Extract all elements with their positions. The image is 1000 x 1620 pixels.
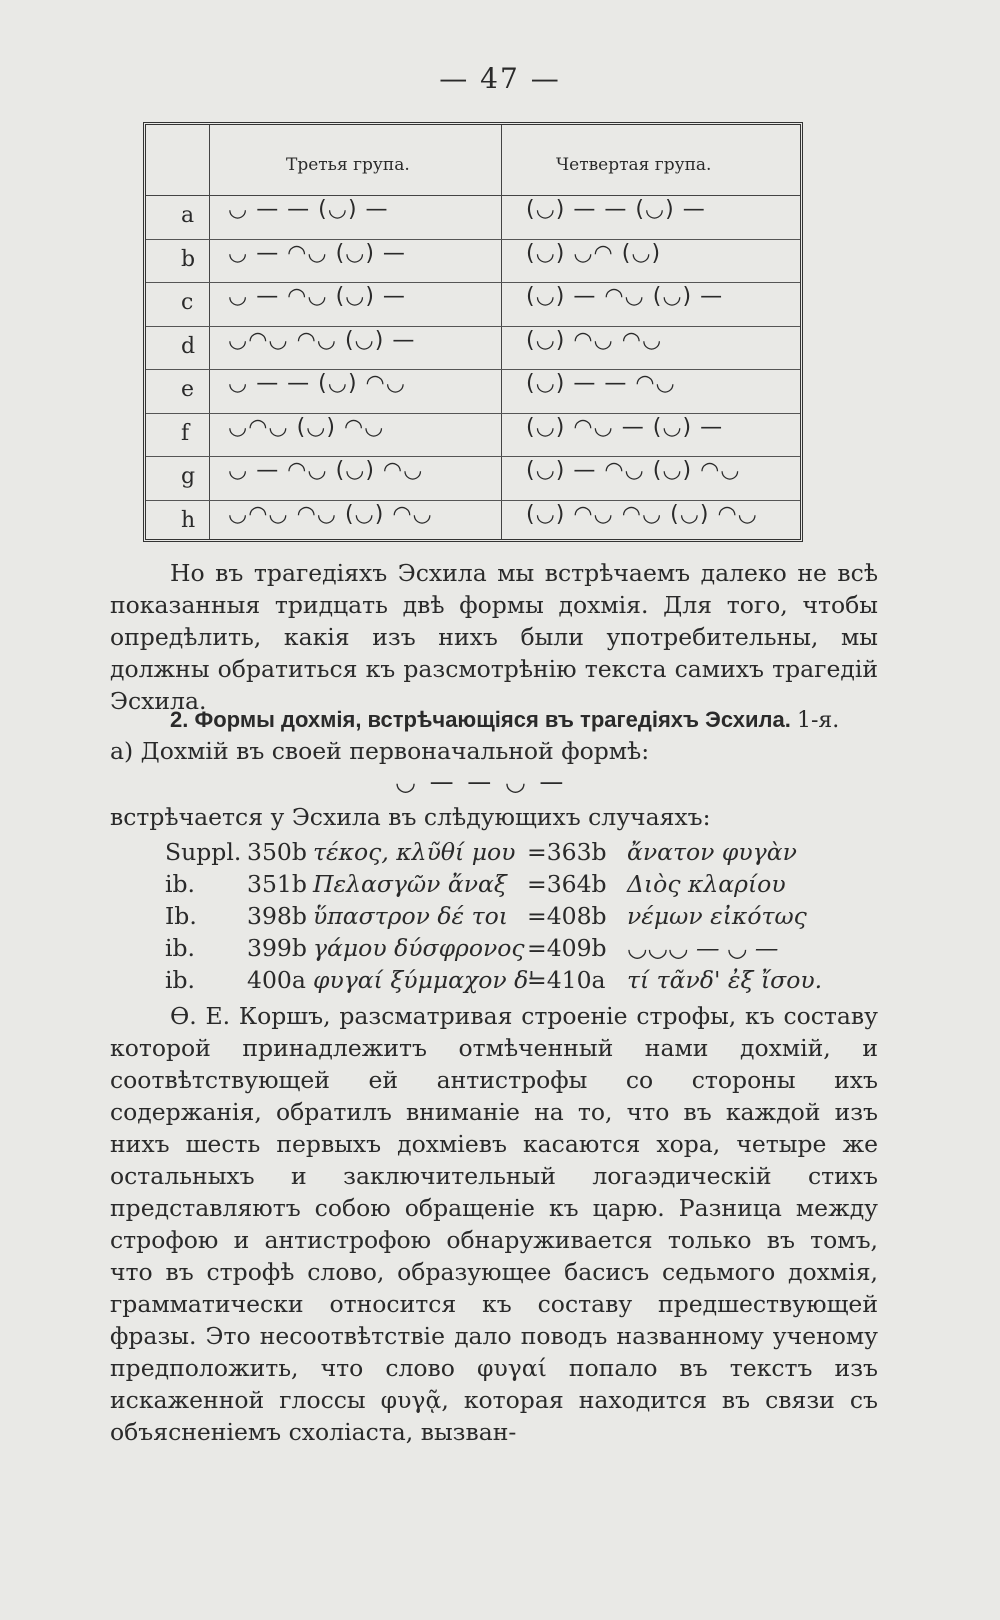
page-number: — 47 — (439, 62, 561, 95)
citation-greek-2: ἄνατον φυγὰν (627, 838, 797, 866)
meter-third: ◡ — ◠◡ (◡) — (228, 284, 406, 309)
row-label: c (181, 290, 194, 315)
citation-equals: =409b (527, 934, 607, 962)
table-row (146, 239, 800, 284)
citation-equals: =364b (527, 870, 607, 898)
row-label: a (181, 203, 195, 228)
meter-third: ◡◠◡ ◠◡ (◡) — (228, 327, 416, 353)
citation-ref: ib. (165, 966, 196, 994)
row-label: b (181, 246, 196, 272)
section-heading (170, 707, 839, 733)
citation-greek-2: Διὸς κλαρίου (627, 870, 786, 898)
citation-ref: Suppl. (165, 838, 242, 866)
citation-equals: =408b (527, 902, 607, 930)
line-b: встрѣчается у Эсхила въ слѣдующихъ случаяхъ: (110, 803, 711, 831)
citation-greek-2: τί τᾶνδ' ἐξ ἴσου. (627, 966, 823, 994)
header-third-group: Третья група. (286, 155, 410, 175)
meter-third: ◡ — — (◡) — (228, 197, 389, 222)
line-a: а) Дохмій въ своей первоначальной формѣ: (110, 737, 650, 765)
row-label: f (181, 420, 190, 446)
section-title: 2. Формы дохмія, встрѣчающіяся въ трагедіяхъ Эсхила. (170, 707, 791, 732)
meter-third: ◡ — ◠◡ (◡) — (228, 240, 406, 266)
citation-ref: ib. (165, 870, 196, 898)
table-row (146, 500, 800, 544)
table-row (146, 456, 800, 501)
paragraph-korsh: Ѳ. Е. Коршъ, разсматривая строеніе строфы, къ составу которой принадлежитъ отмѣченный нами дохмій, и соотвѣтствующей ей антистрофы со стороны ихъ содержанія, обратилъ вниманіе на то, что въ каждой изъ нихъ шесть первыхъ дохміевъ касаются хора, четыре же остальныхъ и заключительный логаэдическій стихъ представляютъ собою обращеніе къ царю. Разница между строфою и антистрофою обнаруживается только въ томъ, что въ строфѣ слово, образующее басисъ седьмого дохмія, грамматически относится къ составу предшествующей фразы. Это несоотвѣтствіе дало поводъ названному ученому предположить, что слово φυγαί попало въ текстъ изъ искаженной глоссы φυγᾷ, которая находится въ связи съ объясненіемъ схоліаста, вызван- (110, 1002, 878, 1446)
citation-verse: 400a (247, 966, 306, 994)
meter-third: ◡ — ◠◡ (◡) ◠◡ (228, 458, 424, 483)
meter-third: ◡◠◡ (◡) ◠◡ (228, 414, 385, 440)
citation-verse: 350b (247, 838, 307, 866)
table-row (146, 413, 800, 458)
meter-third: ◡ — — (◡) ◠◡ (228, 371, 406, 396)
table-row (146, 369, 800, 414)
row-label: g (181, 464, 196, 489)
section-tail: 1-я. (797, 708, 840, 733)
table-header (146, 125, 800, 196)
meter-fourth: (◡) — — (◡) — (526, 197, 706, 222)
citation-verse: 351b (247, 870, 307, 898)
meter-table (143, 122, 803, 542)
citation-greek: Πελασγῶν ἄναξ (313, 870, 507, 898)
citation-verse: 399b (247, 934, 307, 962)
table-row (146, 195, 800, 240)
citation-greek: ὕπαστρον δέ τοι (313, 902, 508, 930)
meter-fourth: (◡) ◡◠ (◡) (526, 240, 662, 266)
citation-equals: =410a (527, 966, 606, 994)
citation-ref: Ib. (165, 902, 197, 930)
table-row (146, 282, 800, 327)
meter-fourth: (◡) ◠◡ ◠◡ (526, 327, 663, 353)
row-label: e (181, 377, 195, 402)
table-row (146, 326, 800, 371)
meter-sample: ◡ — — ◡ — (395, 768, 567, 796)
citation-verse: 398b (247, 902, 307, 930)
citation-greek: γάμου δύσφρονος (313, 934, 525, 962)
row-label: h (181, 507, 196, 533)
citation-equals: =363b (527, 838, 607, 866)
header-fourth-group: Четвертая група. (556, 155, 712, 175)
citation-ref: ib. (165, 934, 196, 962)
meter-fourth: (◡) ◠◡ — (◡) — (526, 414, 724, 440)
row-label: d (181, 333, 196, 359)
citation-greek: τέκος, κλῦθί μου (313, 838, 516, 866)
citation-greek-2: νέμων εἰκότως (627, 902, 807, 930)
meter-fourth: (◡) — — ◠◡ (526, 371, 676, 396)
citation-greek: φυγαί ξύμμαχον δ' (313, 966, 535, 994)
paragraph-intro: Но въ трагедіяхъ Эсхила мы встрѣчаемъ далеко не всѣ показанныя тридцать двѣ формы дохмія. Для того, чтобы опредѣлить, какія изъ нихъ были употребительны, мы должны обратиться къ разсмотрѣнію текста самихъ трагедій Эсхила. (110, 559, 878, 715)
meter-third: ◡◠◡ ◠◡ (◡) ◠◡ (228, 501, 433, 527)
citation-greek-2: ◡◡◡ — ◡ — (627, 934, 779, 962)
meter-fourth: (◡) — ◠◡ (◡) — (526, 284, 724, 309)
meter-fourth: (◡) ◠◡ ◠◡ (◡) ◠◡ (526, 501, 758, 527)
meter-fourth: (◡) — ◠◡ (◡) ◠◡ (526, 458, 741, 483)
